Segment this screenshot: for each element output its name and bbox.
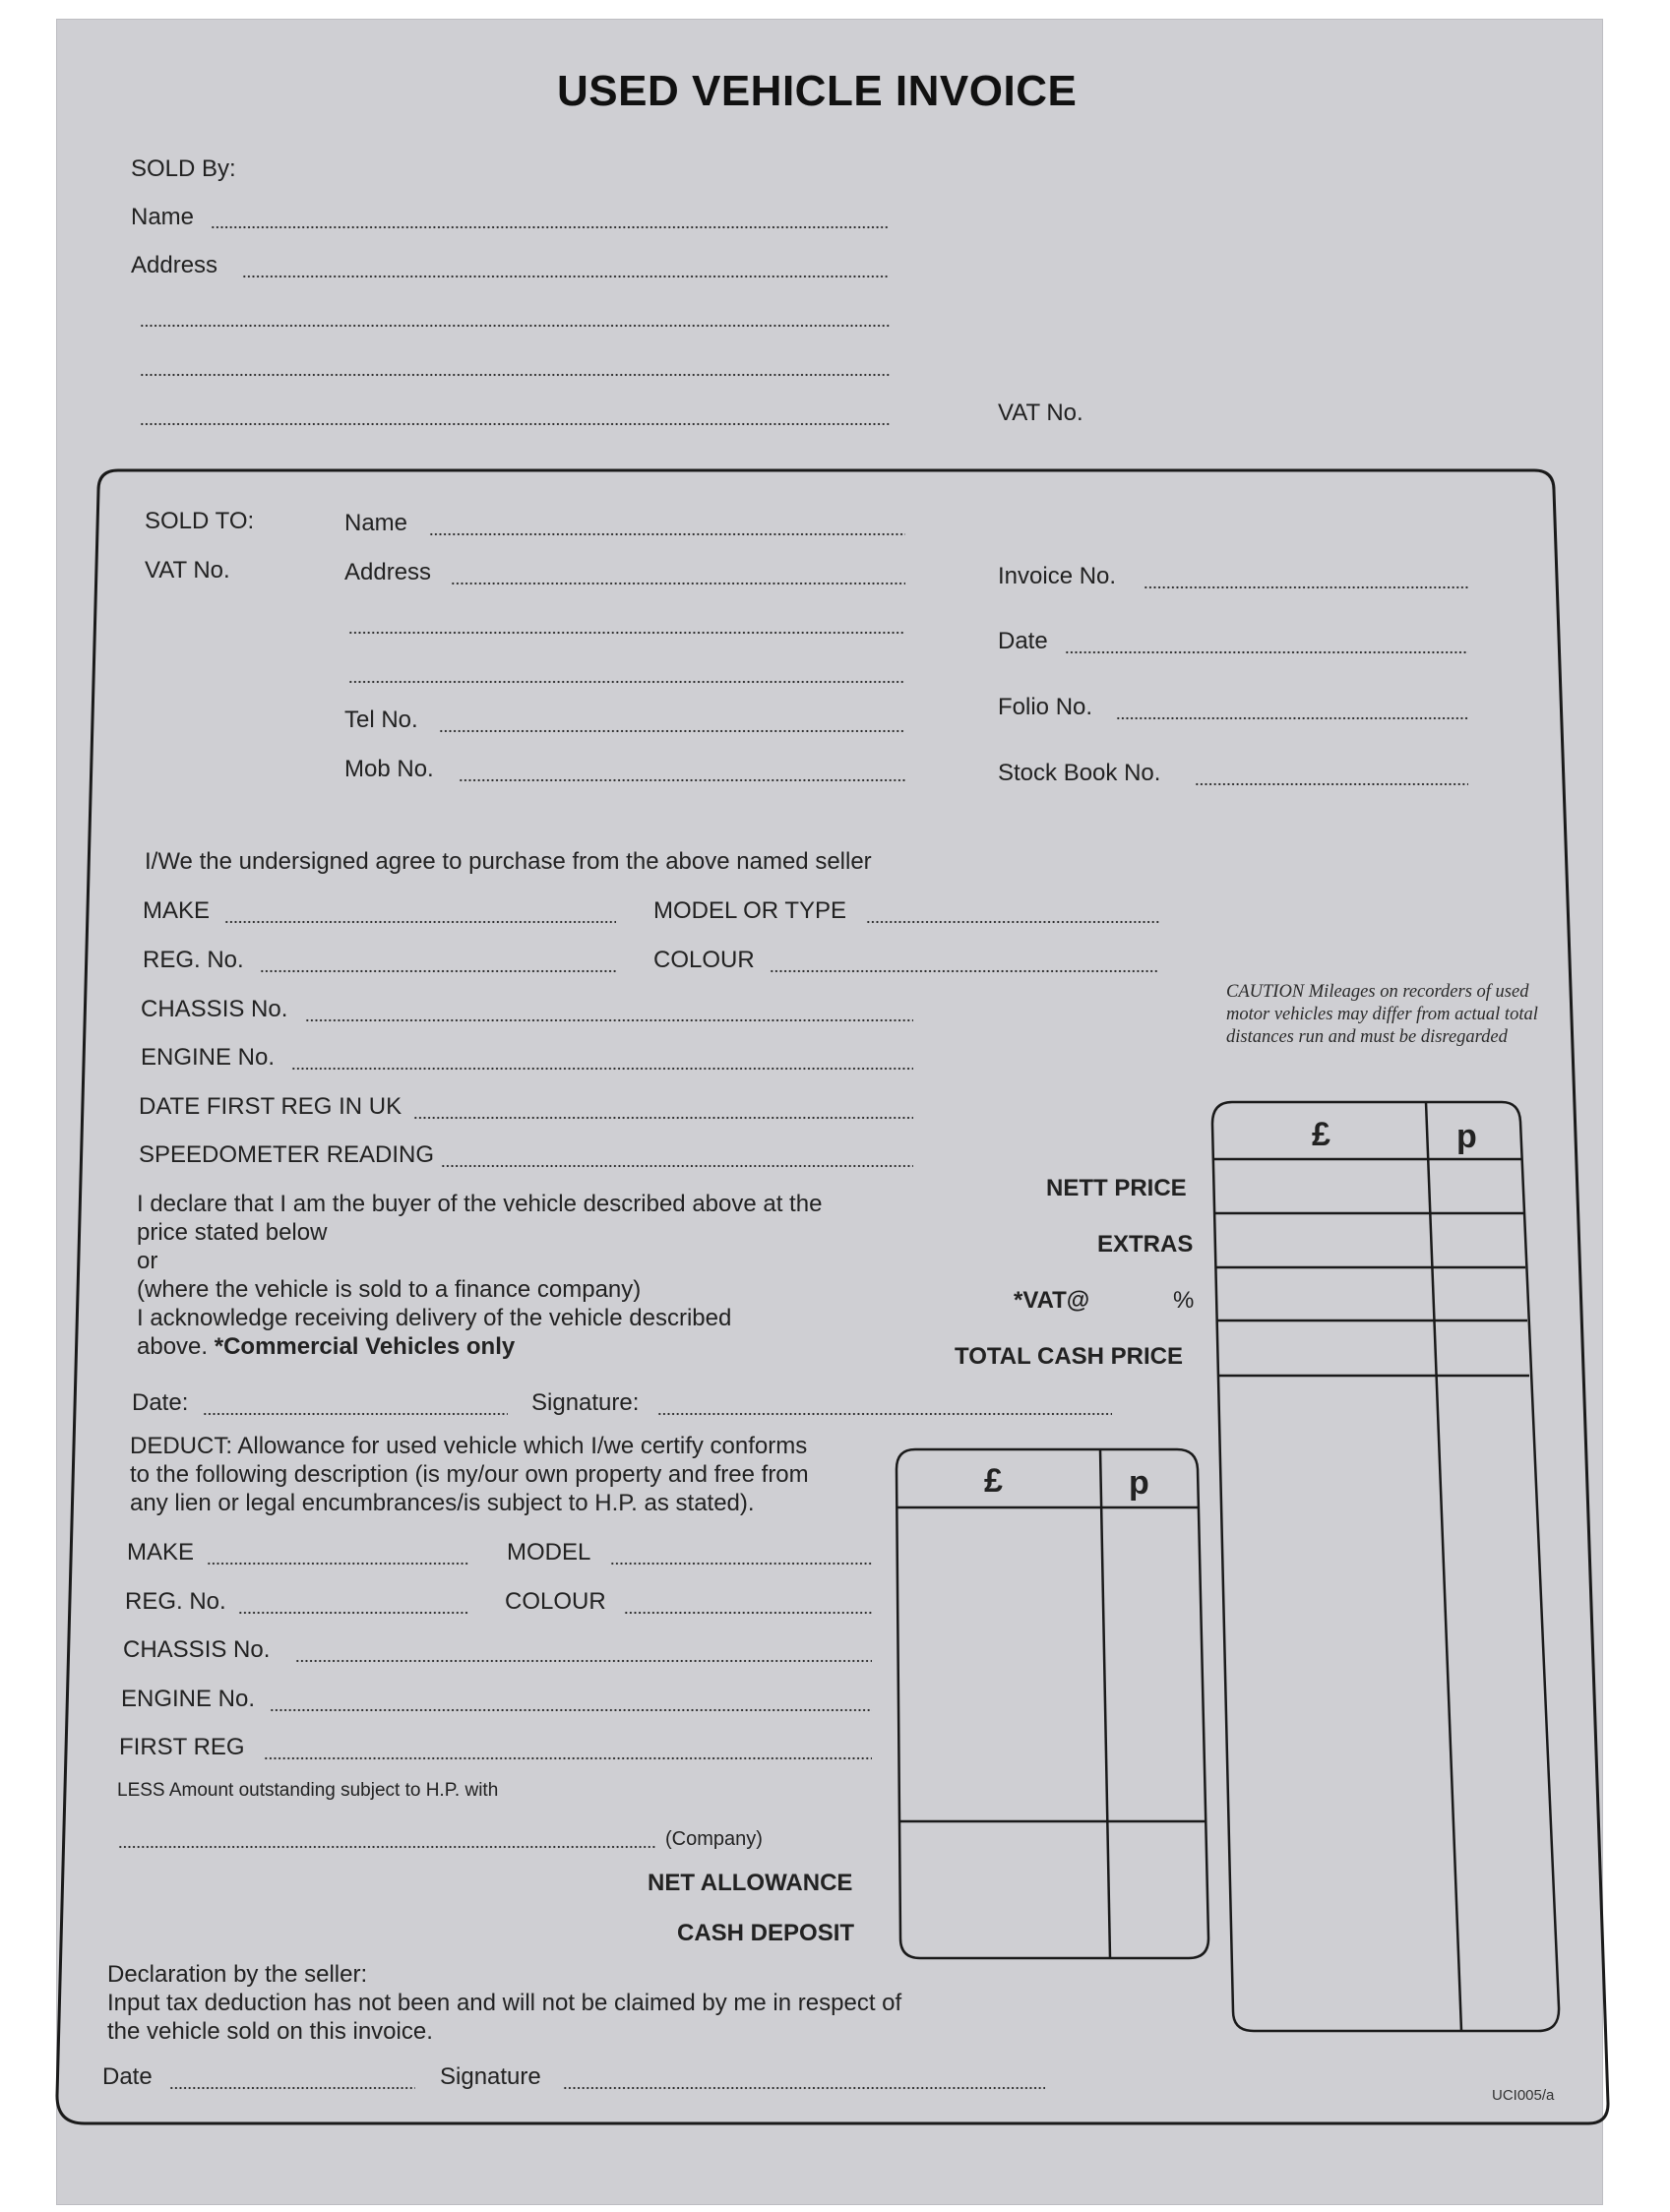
price-table-frame bbox=[1212, 1102, 1559, 2031]
seller-address-field-4[interactable] bbox=[140, 421, 890, 427]
price-pound-header: £ bbox=[1312, 1116, 1330, 1153]
deduct-reg-field[interactable] bbox=[238, 1610, 468, 1616]
buyer-address-field-2[interactable] bbox=[348, 630, 905, 636]
seller-declaration-line: Input tax deduction has not been and will not be claimed by me in respect of bbox=[107, 1990, 902, 2016]
purchase-intro: I/We the undersigned agree to purchase from the above named seller bbox=[145, 848, 872, 875]
deduct-first-reg-label: FIRST REG bbox=[119, 1734, 245, 1760]
speedometer-field[interactable] bbox=[441, 1163, 913, 1169]
deduct-colour-label: COLOUR bbox=[505, 1588, 606, 1615]
first-reg-field[interactable] bbox=[413, 1115, 913, 1121]
deduct-model-label: MODEL bbox=[507, 1539, 591, 1566]
reg-no-field[interactable] bbox=[260, 968, 616, 974]
deduct-line: any lien or legal encumbrances/is subject to H.P. as stated). bbox=[130, 1490, 755, 1516]
declaration-line: (where the vehicle is sold to a finance company) bbox=[137, 1276, 642, 1303]
price-pence-header: p bbox=[1456, 1118, 1477, 1155]
mileage-caution: CAUTION Mileages on recorders of used motor vehicles may differ from actual total distances run and must be disregarded bbox=[1226, 982, 1538, 1047]
seller-signature-label: Signature bbox=[440, 2063, 541, 2090]
seller-vat-label: VAT No. bbox=[998, 399, 1083, 426]
deduct-chassis-field[interactable] bbox=[295, 1658, 872, 1664]
model-type-field[interactable] bbox=[866, 919, 1159, 925]
deduct-engine-label: ENGINE No. bbox=[121, 1686, 256, 1712]
stock-book-no-field[interactable] bbox=[1195, 781, 1468, 787]
seller-address-field-2[interactable] bbox=[140, 323, 890, 329]
total-cash-price-label: TOTAL CASH PRICE bbox=[955, 1343, 1184, 1370]
buyer-signature-field[interactable] bbox=[657, 1411, 1112, 1417]
buyer-address-field-3[interactable] bbox=[348, 679, 905, 685]
seller-date-label: Date bbox=[102, 2063, 153, 2090]
colour-field[interactable] bbox=[770, 968, 1159, 974]
seller-declaration bbox=[107, 1960, 901, 2046]
declaration-line: I acknowledge receiving delivery of the vehicle described bbox=[137, 1305, 732, 1331]
seller-address-field-3[interactable] bbox=[140, 372, 890, 378]
seller-name-field[interactable] bbox=[211, 224, 890, 230]
buyer-date-field[interactable] bbox=[203, 1411, 508, 1417]
engine-no-label: ENGINE No. bbox=[141, 1044, 276, 1071]
seller-date-field[interactable] bbox=[169, 2085, 415, 2091]
deduct-first-reg-field[interactable] bbox=[264, 1755, 872, 1761]
commercial-note: *Commercial Vehicles only bbox=[214, 1333, 516, 1360]
less-amount-label: LESS Amount outstanding subject to H.P. with bbox=[117, 1780, 499, 1801]
net-allowance-label: NET ALLOWANCE bbox=[648, 1870, 853, 1896]
buyer-address-label: Address bbox=[344, 559, 432, 585]
buyer-vat-label: VAT No. bbox=[145, 557, 230, 584]
declaration-last-line bbox=[137, 1332, 904, 1361]
seller-address-label: Address bbox=[131, 252, 218, 278]
buyer-name-field[interactable] bbox=[429, 531, 905, 537]
buyer-signature-label: Signature: bbox=[531, 1389, 640, 1416]
make-field[interactable] bbox=[224, 919, 616, 925]
date-field[interactable] bbox=[1065, 649, 1468, 655]
deduct-line: to the following description (is my/our own property and free from bbox=[130, 1461, 809, 1488]
vat-label: *VAT@ bbox=[1014, 1287, 1090, 1314]
seller-name-label: Name bbox=[131, 204, 195, 230]
deduct-table-frame bbox=[897, 1449, 1208, 1958]
declaration-line: or bbox=[137, 1248, 158, 1274]
declaration-line: I declare that I am the buyer of the vehicle described above at the bbox=[137, 1191, 823, 1217]
deduct-line: DEDUCT: Allowance for used vehicle which I/we certify conforms bbox=[130, 1433, 808, 1459]
seller-declaration-line: the vehicle sold on this invoice. bbox=[107, 2018, 433, 2045]
invoice-title: USED VEHICLE INVOICE bbox=[557, 67, 1078, 115]
buyer-date-label: Date: bbox=[132, 1389, 189, 1416]
reg-no-label: REG. No. bbox=[143, 947, 244, 973]
chassis-no-label: CHASSIS No. bbox=[141, 996, 288, 1022]
deduct-pound-header: £ bbox=[984, 1462, 1003, 1500]
buyer-address-field-1[interactable] bbox=[451, 581, 905, 586]
deduct-make-field[interactable] bbox=[207, 1561, 468, 1567]
make-label: MAKE bbox=[143, 897, 211, 924]
colour-label: COLOUR bbox=[653, 947, 755, 973]
folio-no-field[interactable] bbox=[1116, 715, 1468, 721]
stock-book-no-label: Stock Book No. bbox=[998, 760, 1161, 786]
folio-no-label: Folio No. bbox=[998, 694, 1093, 720]
model-type-label: MODEL OR TYPE bbox=[653, 897, 847, 924]
cash-deposit-label: CASH DEPOSIT bbox=[677, 1920, 855, 1946]
extras-label: EXTRAS bbox=[1097, 1231, 1194, 1258]
deduct-statement bbox=[130, 1432, 897, 1517]
buyer-declaration bbox=[137, 1190, 904, 1361]
engine-no-field[interactable] bbox=[291, 1066, 913, 1072]
buyer-mob-label: Mob No. bbox=[344, 756, 434, 782]
form-code: UCI005/a bbox=[1492, 2087, 1555, 2104]
sold-by-heading: SOLD By: bbox=[131, 155, 236, 182]
deduct-colour-field[interactable] bbox=[624, 1610, 872, 1616]
speedometer-label: SPEEDOMETER READING bbox=[139, 1141, 435, 1168]
deduct-pence-header: p bbox=[1129, 1464, 1149, 1502]
date-label: Date bbox=[998, 628, 1048, 654]
first-reg-label: DATE FIRST REG IN UK bbox=[139, 1093, 402, 1120]
seller-signature-field[interactable] bbox=[563, 2085, 1045, 2091]
seller-declaration-heading: Declaration by the seller: bbox=[107, 1961, 368, 1988]
invoice-no-label: Invoice No. bbox=[998, 563, 1117, 589]
declaration-line: price stated below bbox=[137, 1219, 328, 1246]
deduct-make-label: MAKE bbox=[127, 1539, 195, 1566]
buyer-tel-field[interactable] bbox=[439, 728, 905, 734]
deduct-model-field[interactable] bbox=[610, 1561, 872, 1567]
buyer-name-label: Name bbox=[344, 510, 408, 536]
sold-to-heading: SOLD TO: bbox=[145, 508, 255, 534]
buyer-mob-field[interactable] bbox=[459, 777, 905, 783]
nett-price-label: NETT PRICE bbox=[1046, 1175, 1187, 1201]
invoice-no-field[interactable] bbox=[1144, 584, 1468, 590]
declaration-last-text: above. bbox=[137, 1333, 209, 1360]
deduct-chassis-label: CHASSIS No. bbox=[123, 1636, 271, 1663]
company-label: (Company) bbox=[665, 1828, 763, 1850]
hp-company-field[interactable] bbox=[118, 1844, 655, 1850]
buyer-tel-label: Tel No. bbox=[344, 707, 418, 733]
vat-percent-sign: % bbox=[1173, 1287, 1195, 1314]
deduct-engine-field[interactable] bbox=[270, 1707, 872, 1713]
seller-address-field-1[interactable] bbox=[242, 274, 890, 279]
chassis-no-field[interactable] bbox=[305, 1017, 913, 1023]
deduct-reg-label: REG. No. bbox=[125, 1588, 226, 1615]
